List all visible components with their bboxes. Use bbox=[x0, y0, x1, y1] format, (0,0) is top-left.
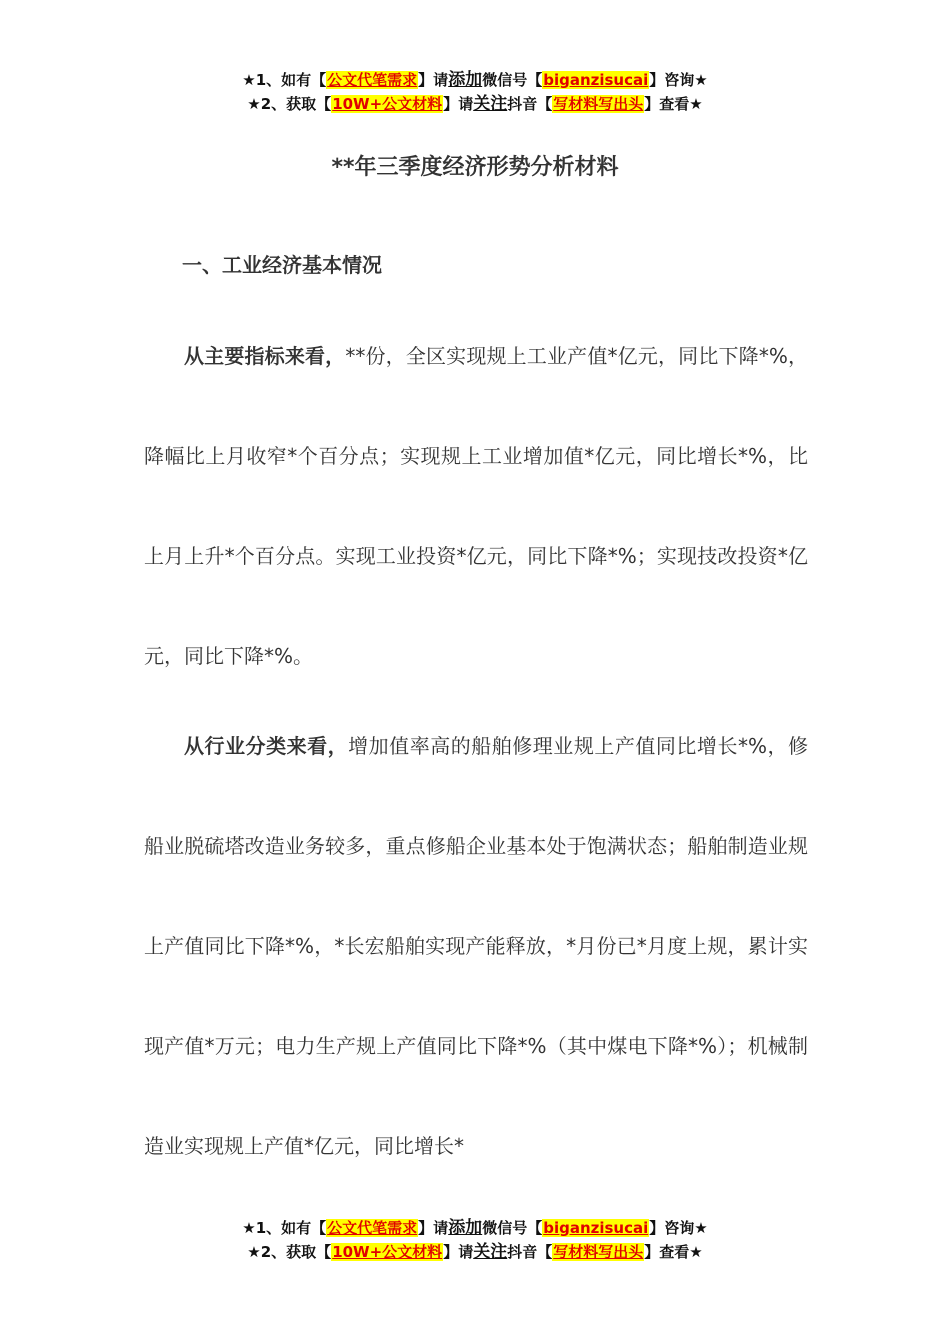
paragraph-body: 增加值率高的船舶修理业规上产值同比增长*%，修船业脱硫塔改造业务较多，重点修船企业基本处于饱满状态；船舶制造业规上产值同比下降*%，*长宏船舶实现产能释放，*月份已*月度上规，累计实现产值*万元；电力生产规上产值同比下降*%（其中煤电下降*%）；机械制造业实现规上产值*亿元，同比增长* bbox=[144, 734, 808, 1158]
banner-line-2 bbox=[0, 92, 950, 116]
banner-text: 微信号【 bbox=[482, 1219, 543, 1237]
banner-text: 】请 bbox=[443, 1243, 474, 1261]
document-title: **年三季度经济形势分析材料 bbox=[331, 155, 619, 180]
paragraph-lead: 从主要指标来看， bbox=[184, 344, 346, 368]
banner-text: 】请 bbox=[443, 95, 474, 113]
banner-highlight: 公文代笔需求 bbox=[327, 1219, 418, 1237]
banner-highlight: 写材料写出头 bbox=[553, 95, 644, 113]
banner-text: 抖音【 bbox=[507, 95, 553, 113]
banner-emphasis: 添加 bbox=[448, 70, 483, 90]
paragraph bbox=[144, 306, 808, 706]
banner-text: ★1、如有【 bbox=[242, 1219, 327, 1237]
banner-line-1 bbox=[0, 1216, 950, 1240]
banner-text: 】咨询★ bbox=[649, 1219, 708, 1237]
banner-text: 】咨询★ bbox=[649, 71, 708, 89]
banner-line-2 bbox=[0, 1240, 950, 1264]
banner-text: 】查看★ bbox=[644, 1243, 703, 1261]
banner-text: 微信号【 bbox=[482, 71, 543, 89]
banner-emphasis: 添加 bbox=[448, 1218, 483, 1238]
banner-text: ★2、获取【 bbox=[247, 95, 332, 113]
banner-text: 】请 bbox=[418, 1219, 449, 1237]
banner-text: ★2、获取【 bbox=[247, 1243, 332, 1261]
banner-text: 】请 bbox=[418, 71, 449, 89]
banner-highlight: 写材料写出头 bbox=[553, 1243, 644, 1261]
banner-highlight: 10W+公文材料 bbox=[332, 1243, 443, 1261]
banner-line-1 bbox=[0, 68, 950, 92]
banner-highlight: biganzisucai bbox=[543, 1219, 649, 1237]
banner-highlight: 公文代笔需求 bbox=[327, 71, 418, 89]
footer-banner bbox=[0, 1216, 950, 1264]
banner-emphasis: 关注 bbox=[473, 1242, 508, 1262]
paragraph bbox=[144, 696, 808, 1196]
header-banner bbox=[0, 68, 950, 116]
banner-text: 】查看★ bbox=[644, 95, 703, 113]
banner-highlight: biganzisucai bbox=[543, 71, 649, 89]
paragraph-lead: 从行业分类来看， bbox=[184, 734, 349, 758]
section-heading: 一、工业经济基本情况 bbox=[182, 253, 382, 277]
banner-text: ★1、如有【 bbox=[242, 71, 327, 89]
banner-text: 抖音【 bbox=[507, 1243, 553, 1261]
paragraph-body: **份，全区实现规上工业产值*亿元，同比下降*%，降幅比上月收窄*个百分点；实现规上工业增加值*亿元，同比增长*%，比上月上升*个百分点。实现工业投资*亿元，同比下降*%；实现技改投资*亿元，同比下降*%。 bbox=[144, 344, 809, 668]
banner-highlight: 10W+公文材料 bbox=[332, 95, 443, 113]
banner-emphasis: 关注 bbox=[473, 94, 508, 114]
